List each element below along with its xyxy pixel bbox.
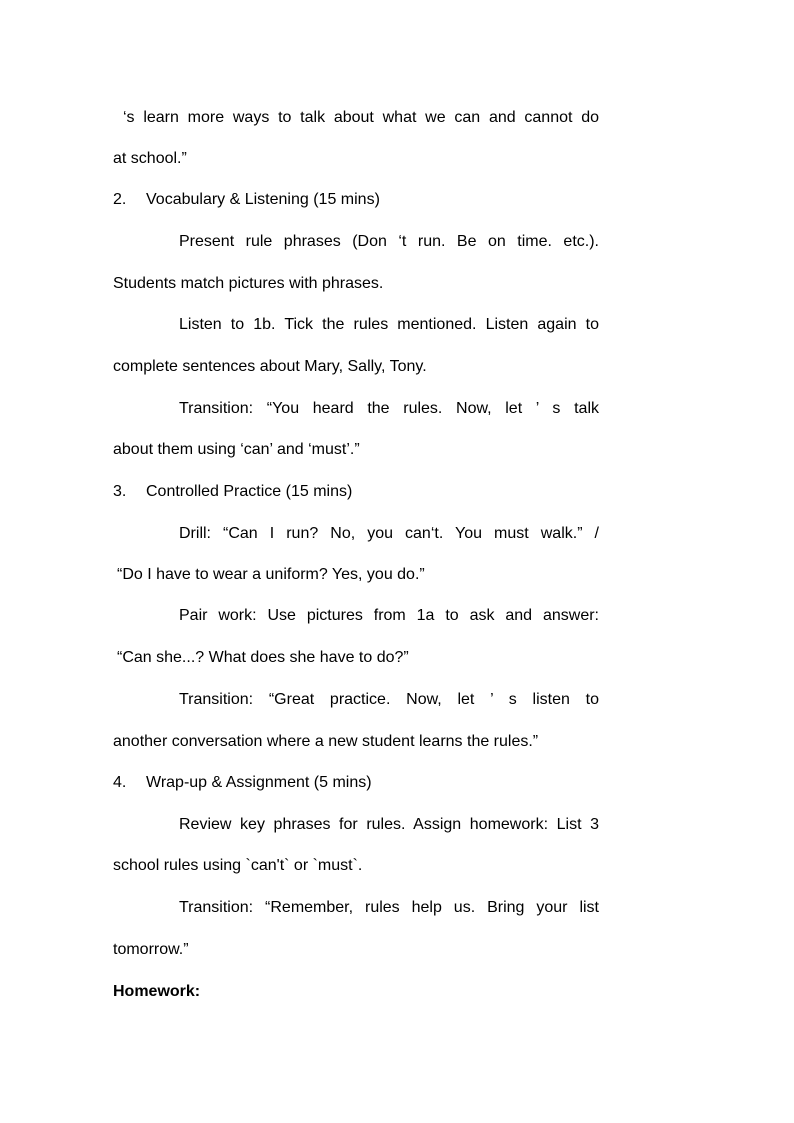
paragraph-line: Pair work: Use pictures from 1a to ask and answer: (179, 607, 599, 624)
section-heading-wrap-up (113, 773, 599, 793)
paragraph-line: tomorrow.” (113, 941, 189, 958)
paragraph-line: “Do I have to wear a uniform? Yes, you do.” (117, 566, 425, 583)
section-title: Vocabulary & Listening (15 mins) (146, 191, 380, 208)
paragraph-line: Review key phrases for rules. Assign homework: List 3 (179, 816, 599, 833)
paragraph-line: school rules using `can't` or `must`. (113, 857, 363, 874)
paragraph-line: at school.” (113, 150, 187, 167)
section-heading-controlled-practice (113, 482, 599, 502)
list-number: 2. (113, 191, 127, 208)
list-number: 3. (113, 483, 127, 500)
paragraph-line: Transition: “Remember, rules help us. Bring your list (179, 899, 599, 916)
homework-heading: Homework: (113, 983, 201, 1000)
paragraph-line: Drill: “Can I run? No, you can‘t. You must walk.” / (179, 525, 599, 542)
paragraph-line: Transition: “You heard the rules. Now, let ’ s talk (179, 400, 599, 417)
paragraph-line: about them using ‘can’ and ‘must’.” (113, 441, 360, 458)
section-title: Wrap-up & Assignment (5 mins) (146, 774, 372, 791)
paragraph-line: Listen to 1b. Tick the rules mentioned. Listen again to (179, 316, 599, 333)
paragraph-line: ‘s learn more ways to talk about what we can and cannot do (123, 109, 599, 126)
list-number: 4. (113, 774, 127, 791)
paragraph-line: “Can she...? What does she have to do?” (117, 649, 409, 666)
section-title: Controlled Practice (15 mins) (146, 483, 353, 500)
paragraph-line: complete sentences about Mary, Sally, Tony. (113, 358, 427, 375)
paragraph-line: Transition: “Great practice. Now, let ’ s listen to (179, 691, 599, 708)
paragraph-line: Present rule phrases (Don ‘t run. Be on time. etc.). (179, 233, 599, 250)
paragraph-line: another conversation where a new student learns the rules.” (113, 733, 539, 750)
paragraph-line: Students match pictures with phrases. (113, 275, 384, 292)
section-heading-vocabulary (113, 190, 599, 210)
